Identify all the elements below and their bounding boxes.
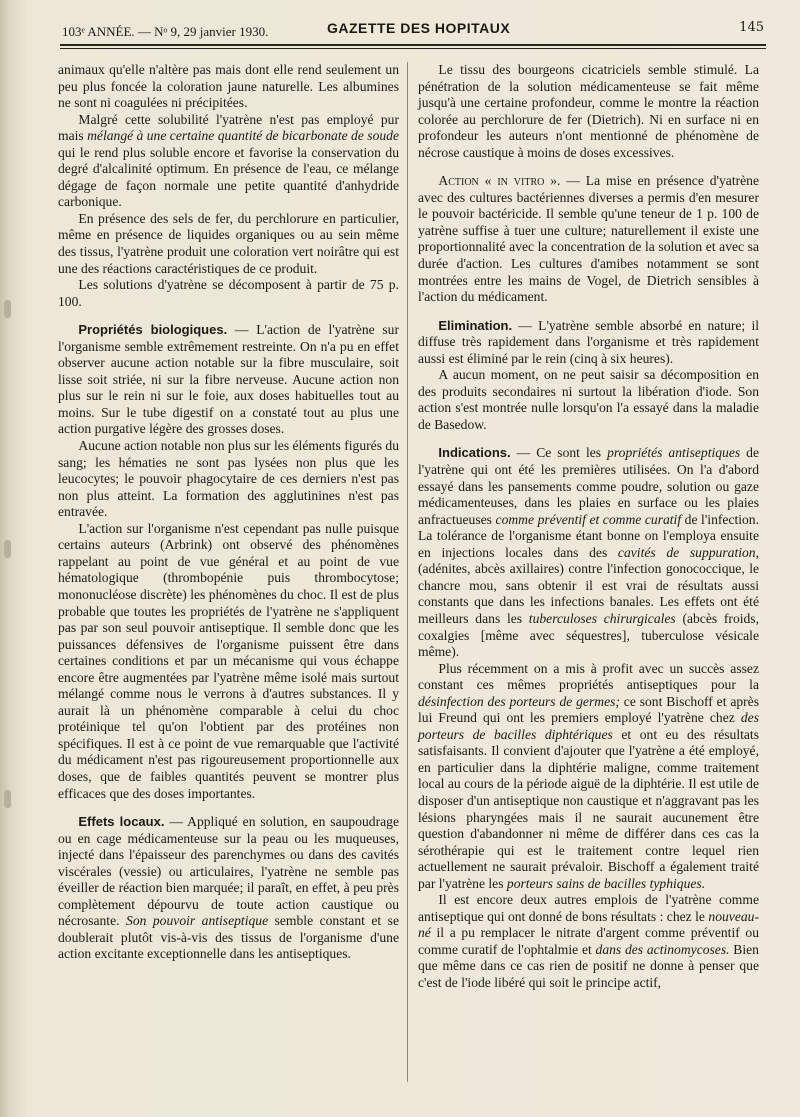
paragraph <box>418 173 759 305</box>
page-header <box>62 18 764 42</box>
paragraph-gap <box>418 161 759 173</box>
paragraph <box>58 211 399 277</box>
paragraph-text: il a pu remplacer le nitrate d'argent comme préventif ou comme curatif de l'ophtalmie et <box>418 925 759 957</box>
paragraph-text: (adénites, abcès axillaires) contre l'infection gonococcique, le chancre mou, sans obtenir il est vrai de résultats aussi constants que dans les infections banales. Les effets ont été meilleurs dans les <box>418 561 759 626</box>
paragraph <box>418 367 759 433</box>
paragraph <box>58 277 399 310</box>
italic-text: nouveau-né <box>418 908 759 941</box>
paragraph-gap <box>418 433 759 445</box>
paragraph-gap <box>418 306 759 318</box>
paragraph <box>58 521 399 802</box>
paragraph-text: A aucun moment, on ne peut saisir sa décomposition en des produits secondaires ni surtout la libération d'iode. Son action s'est montrée nulle lorsqu'on l'a essayé dans la maladie de Basedow. <box>418 367 759 432</box>
paragraph-text: Aucune action notable non plus sur les éléments figurés du sang; les hématies ne sont pas lysées non plus que les leucocytes; le pouvoir phagocytaire de ces derniers n'est pas non plus atteint. La formation des agglutinines n'est pas entravée. <box>58 438 399 520</box>
paragraph-text: — La mise en présence d'yatrène avec des cultures bactériennes diverses a permis d'en mesurer le pouvoir bactéricide. Il semble qu'une teneur de 1 p. 100 de yatrène suffise à tuer une culture; naturellement il existe une proportionnalité avec la concentration de la solution et avec sa durée d'action. Les cultures d'amibes notamment se sont montrées entre les mains de Vogel, de Dietrich sensibles à l'action du médicament. <box>418 173 759 305</box>
paragraph-text: — L'action de l'yatrène sur l'organisme semble extrêmement restreinte. On n'a pu en effet observer aucune action notable sur la fibre musculaire, soit lisse soit striée, ni sur la fibre nerveuse. Aucune action non plus sur le rein ni sur le foie, aux doses habituelles tout au moins. Sur le tube digestif on a constaté tout au plus une action purgative légère des grosses doses. <box>58 322 399 437</box>
section-heading: Indications. <box>438 445 511 461</box>
paragraph-text: Malgré cette solubilité l'yatrène n'est pas employé pur mais <box>58 111 399 144</box>
binding-hole <box>4 540 11 558</box>
section-heading: Elimination. <box>438 317 513 333</box>
paragraph <box>418 62 759 161</box>
left-column <box>58 62 399 963</box>
section-heading: Propriétés biologiques. <box>78 322 228 338</box>
column-divider <box>407 62 408 1082</box>
paragraph-text: L'action sur l'organisme n'est cependant pas nulle puisque certains auteurs (Arbrink) ont observé des phénomènes rappelant au point de vue général et au point de vue hématologique (thrombopénie puis thrombocytose; mononucléose discrète) les phénomènes du choc. Il est de plus probable que toutes les propriétés de l'yatrène ne s'appliquent pas par son seul pouvoir antiseptique. Il semble donc que les puissances défensives de l'organisme puissent être dans certaines conditions et par un mécanisme qui vous échappe encore être augmentées par l'yatrène même isolé mais surtout mélangé comme nous le verrons à d'autres substances. Il y aurait là un phénomène comparable à celui du choc protéinique tel qu'on l'obtient par des protéines non spécifiques. Il est à ce point de vue remarquable que l'activité du médicament n'est pas rigoureusement proportionnelle aux doses, que de faibles quantités peuvent se montrer plus efficaces que des doses importantes. <box>58 520 399 801</box>
paragraph-gap <box>58 802 399 814</box>
italic-text: désinfection des porteurs de germes; <box>418 693 620 709</box>
italic-text: des porteurs de bacilles diphtériques <box>418 710 759 742</box>
paragraph <box>58 112 399 211</box>
paragraph <box>58 438 399 521</box>
italic-text: propriétés antiseptiques <box>607 445 741 461</box>
paragraph-text: En présence des sels de fer, du perchlorure en particulier, même en présence de liquides organiques ou au sein même des tissus, l'yatrène produit une coloration vert noirâtre qui est une des réactions caractéristiques de ce produit. <box>58 210 399 276</box>
paragraph-text: de l'yatrène qui ont été les premières utilisées. On l'a d'abord essayé dans les pansements comme poudre, solution ou gaze médicamenteuses, dans les plaies en surface ou les plaies anfractueuses <box>418 445 760 527</box>
italic-text: mélangé à une certaine quantité de bicarbonate de soude <box>87 128 399 144</box>
paragraph-text: semble constant et se doublerait plutôt vis-à-vis des tissus de l'organisme d'une action excitante exceptionnelle dans les antiseptiques. <box>58 913 399 962</box>
section-heading: Effets locaux. <box>78 814 165 830</box>
paragraph-text: — L'yatrène semble absorbé en nature; il diffuse très rapidement dans l'organisme et très rapidement aussi est éliminé par le rein (cinq à six heures). <box>418 317 759 366</box>
paragraph <box>418 318 759 368</box>
italic-text: porteurs sains de bacilles typhiques. <box>506 875 706 891</box>
issue-info: 103ᵉ ANNÉE. — Nᵒ 9, 29 janvier 1930. <box>62 24 269 39</box>
paragraph <box>418 445 759 660</box>
paragraph-text: Bien que même dans ce cas rien de positif ne donne à penser que c'est de l'iode libéré qui soit le principe actif, <box>418 941 759 990</box>
right-column <box>418 62 759 992</box>
paragraph-text: — Ce sont les <box>510 445 608 461</box>
paragraph <box>58 62 399 112</box>
paragraph-text: de l'infection. La tolérance de l'organisme étant bonne on l'employa ensuite en injections locales dans des <box>418 511 759 560</box>
binding-hole <box>4 300 11 318</box>
paragraph-text: animaux qu'elle n'altère pas mais dont elle rend seulement un peu plus foncée la coloration jaune naturelle. Les albumines ne sont ni coagulées ni précipitées. <box>58 62 399 111</box>
italic-text: Son pouvoir antiseptique <box>126 913 269 929</box>
paragraph-text: qui le rend plus soluble encore et favorise la conservation du degré d'alcalinité optimum. En présence de l'eau, ce mélange dégage de façon normale une petite quantité d'anhydride carbonique. <box>58 144 399 210</box>
paragraph-text: Plus récemment on a mis à profit avec un succès assez constant ces mêmes propriétés antiseptiques pour la <box>418 660 759 693</box>
paragraph <box>418 661 759 893</box>
italic-text: comme préventif et comme curatif <box>495 511 682 527</box>
italic-text: dans des actinomycoses. <box>595 941 730 957</box>
paragraph-text: ce sont Bischoff et après lui Freund qui ont les premiers employé l'yatrène chez <box>418 693 760 726</box>
paragraph-text: — Appliqué en solution, en saupoudrage ou en cage médicamenteuse sur la peau ou les muqueuses, injecté dans l'épaisseur des parenchymes ou dans des cavités viscérales (vessie) ou articulaires, l'yatrène ne semble pas éveiller de réaction bien marquée; il paraît, en effet, à peu près complètement dépourvu de toute action caustique ou nécrosante. <box>58 814 399 929</box>
paragraph-text: Le tissu des bourgeons cicatriciels semble stimulé. La pénétration de la solution médicamenteuse se fait même jusqu'à une certaine profondeur, comme le montre la réaction colorée au perchlorure de fer (Dietrich). Ni en surface ni en profondeur les auteurs n'ont mentionné de phénomène de nécrose caustique à moins de doses excessives. <box>418 62 759 160</box>
page-number: 145 <box>739 20 764 35</box>
italic-text: tuberculoses chirurgicales <box>528 610 676 626</box>
journal-title: GAZETTE DES HOPITAUX <box>327 20 511 36</box>
paragraph <box>418 892 759 991</box>
paragraph <box>58 322 399 438</box>
paragraph <box>58 814 399 963</box>
binding-hole <box>4 790 11 808</box>
italic-text: cavités de suppuration, <box>617 544 759 560</box>
paragraph-gap <box>58 310 399 322</box>
paragraph-text: Les solutions d'yatrène se décomposent à partir de 75 p. 100. <box>58 277 399 309</box>
paragraph-text: et ont eu des résultats satisfaisants. Il convient d'ajouter que l'yatrène a été employé, en particulier dans la diphtérie maligne, comme traitement local au cours de la période aiguë de la diphtérie. Il est utile de disposer d'un antiseptique non caustique et n'aggravant pas les lésions pharyngées mais il ne saurait aucunement être question d'abandonner ni même de différer dans ces cas la sérothérapie qui est le traitement contre lequel rien actuellement ne saurait prévaloir. Bischoff a également traité par l'yatrène les <box>418 726 759 891</box>
section-heading: Action « in vitro ». <box>438 173 561 189</box>
header-rule-thin <box>60 48 766 49</box>
paragraph-text: Il est encore deux autres emplois de l'yatrène comme antiseptique qui ont donné de bons résultats : chez le <box>418 892 759 924</box>
header-rule <box>60 44 766 46</box>
paragraph-text: (abcès froids, coxalgies [même avec séquestres], tuberculose vésicale même). <box>418 610 759 660</box>
